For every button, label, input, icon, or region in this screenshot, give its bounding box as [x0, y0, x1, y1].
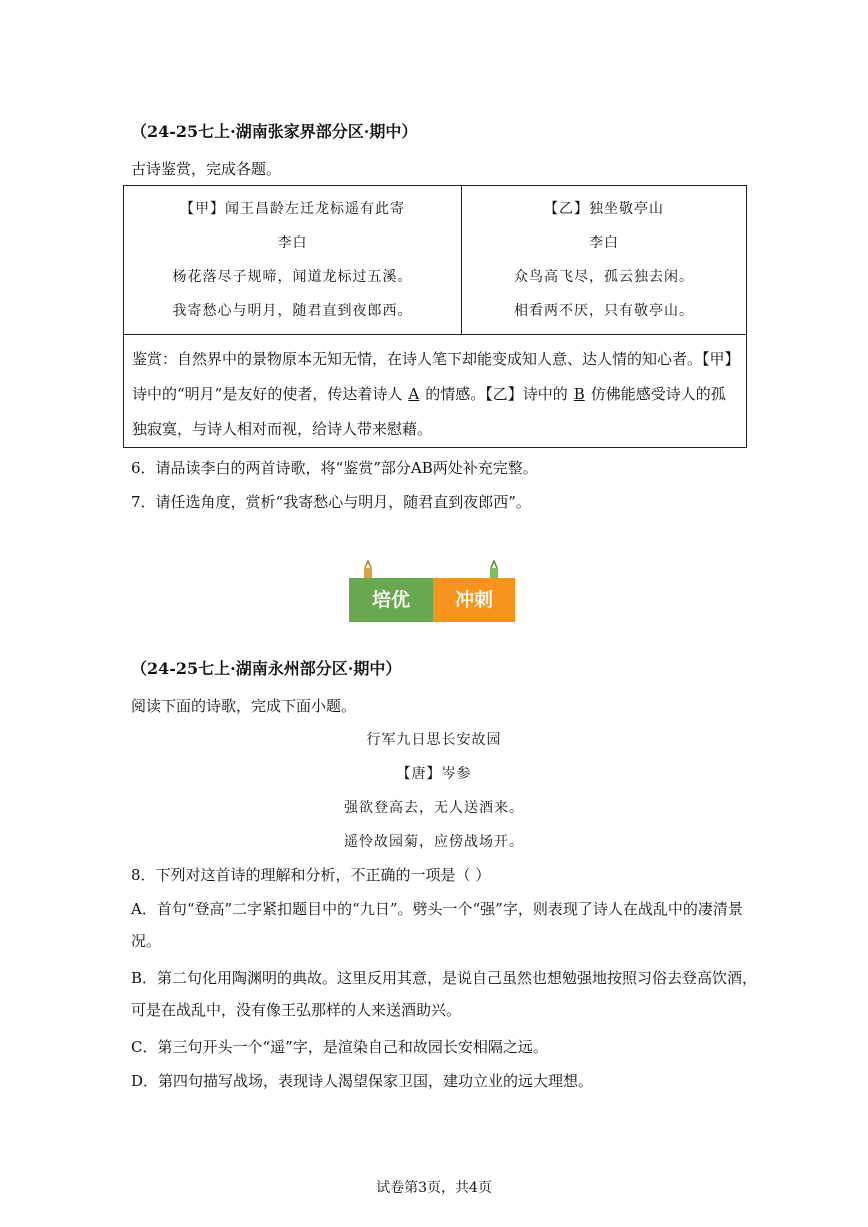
poem-cencan [0, 723, 868, 859]
banner-right-label: 冲刺 [454, 589, 493, 611]
poem-line2: 遥怜故园菊，应傍战场开。 [344, 834, 524, 850]
question-7: 7．请任选角度，赏析“我寄愁心与明月，随君直到夜郎西”。 [131, 493, 531, 511]
poem-yi [462, 192, 746, 328]
poem-yi-line2: 相看两不厌，只有敬亭山。 [514, 303, 694, 319]
appreciation-text: 鉴赏：自然界中的景物原本无知无情，在诗人笔下却能变成知人意、达人情的知心者。【甲】诗中的“明月”是友好的使者，传达着诗人 A 的情感。【乙】诗中的 B 仿佛能感受诗人的孤独寂寞，与诗人相对而视，给诗人带来慰藉。 [132, 350, 733, 438]
banner-left-label: 培优 [371, 589, 410, 611]
option-a: A．首句“登高”二字紧扣题目中的“九日”。劈头一个“强”字，则表现了诗人在战乱中的凄清景况。 [131, 900, 743, 950]
binder-clip-icon [361, 560, 375, 578]
blank-b: B [573, 385, 585, 403]
section-banner [349, 560, 515, 622]
poem-author: 【唐】岑参 [396, 766, 472, 782]
option-b: B．第二句化用陶渊明的典故。这里反用其意，是说自己虽然也想勉强地按照习俗去登高饮酒，可是在战乱中，没有像王弘那样的人来送酒助兴。 [131, 969, 758, 1019]
poem-title: 行军九日思长安故园 [366, 732, 502, 748]
poem-jia-line1: 杨花落尽子规啼，闻道龙标过五溪。 [172, 269, 413, 285]
source-label-2: （24-25七上·湖南永州部分区·期中） [131, 659, 402, 678]
poem-yi-author: 李白 [589, 235, 619, 251]
poem-jia-title: 【甲】闻王昌龄左迁龙标遥有此寄 [180, 201, 405, 217]
poem-jia-line2: 我寄愁心与明月，随君直到夜郎西。 [172, 303, 413, 319]
poem-table [123, 185, 747, 448]
page-footer: 试卷第3页，共4页 [376, 1180, 492, 1196]
poem-jia-author: 李白 [277, 235, 308, 251]
instruction-1: 古诗鉴赏，完成各题。 [131, 160, 282, 178]
poem-yi-title: 【乙】独坐敬亭山 [544, 201, 664, 217]
poem-jia [124, 192, 461, 328]
poem-line1: 强欲登高去，无人送酒来。 [344, 800, 524, 816]
poem-yi-line1: 众鸟高飞尽，孤云独去闲。 [514, 269, 694, 285]
question-6: 6．请品读李白的两首诗歌，将“鉴赏”部分AB两处补充完整。 [131, 459, 538, 477]
binder-clip-icon [487, 560, 501, 578]
blank-a: A [408, 385, 420, 403]
source-label-1: （24-25七上·湖南张家界部分区·期中） [131, 122, 418, 141]
option-c: C．第三句开头一个“遥”字，是渲染自己和故园长安相隔之远。 [131, 1038, 548, 1056]
instruction-2: 阅读下面的诗歌，完成下面小题。 [131, 697, 357, 715]
question-8: 8．下列对这首诗的理解和分析，不正确的一项是（ ） [131, 866, 491, 884]
option-d: D．第四句描写战场，表现诗人渴望保家卫国，建功立业的远大理想。 [131, 1072, 594, 1090]
